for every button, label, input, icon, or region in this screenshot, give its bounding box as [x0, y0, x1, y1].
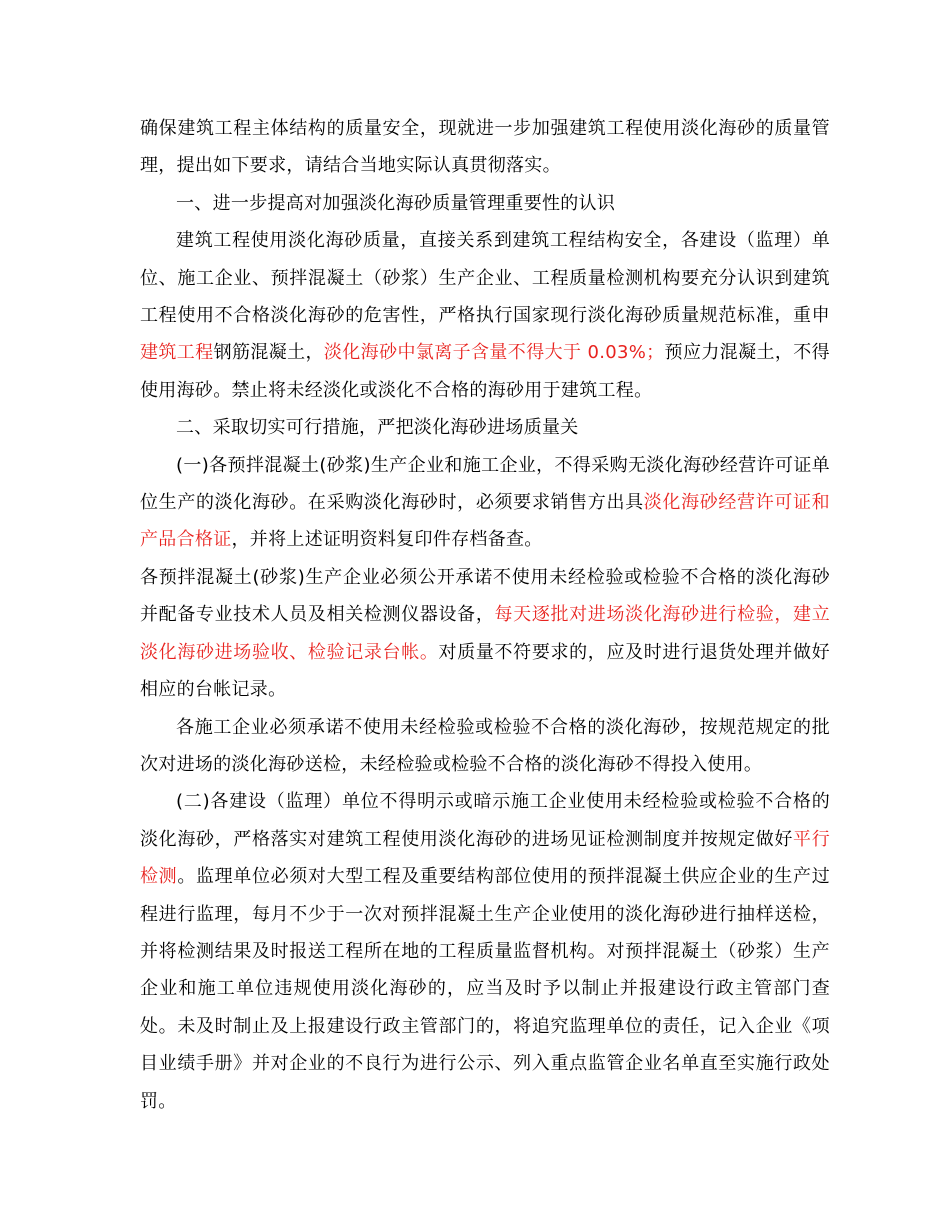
highlighted-text: 平行检测 [140, 828, 830, 888]
body-text: 预应力混凝土，不得使用海砂。禁止将未经淡化或淡化不合格的海砂用于建筑工程。 [140, 342, 830, 401]
body-text: 一、进一步提高对加强淡化海砂质量管理重要性的认识 [176, 192, 616, 214]
body-text: 二、采取切实可行措施，严把淡化海砂进场质量关 [176, 417, 579, 439]
body-text: 钢筋混凝土， [213, 342, 324, 364]
paragraph [140, 447, 830, 559]
body-text: 建筑工程使用淡化海砂质量，直接关系到建筑工程结构安全，各建设（监理）单位、施工企业、预拌混凝土（砂浆）生产企业、工程质量检测机构要充分认识到建筑工程使用不合格淡化海砂的危害性，严格执行国家现行淡化海砂质量规范标准，重申 [140, 230, 830, 327]
body-text: 各施工企业必须承诺不使用未经检验或检验不合格的淡化海砂，按规范规定的批次对进场的淡化海砂送检，未经检验或检验不合格的淡化海砂不得投入使用。 [140, 716, 830, 775]
body-text: (一)各预拌混凝土(砂浆)生产企业和施工企业，不得采购无淡化海砂经营许可证单位生产的淡化海砂。在采购淡化海砂时，必须要求销售方出具 [140, 454, 830, 514]
highlighted-text: 淡化海砂中氯离子含量不得大于 0.03%； [323, 342, 665, 364]
body-text: 各预拌混凝土(砂浆)生产企业必须公开承诺不使用未经检验或检验不合格的淡化海砂并配备专业技术人员及相关检测仪器设备， [140, 566, 830, 626]
body-text: 。监理单位必须对大型工程及重要结构部位使用的预拌混凝土供应企业的生产过程进行监理，每月不少于一次对预拌混凝土生产企业使用的淡化海砂进行抽样送检，并将检测结果及时报送工程所在地的工程质量监督机构。对预拌混凝土（砂浆）生产企业和施工单位违规使用淡化海砂的，应当及时予以制止并报建设行政主管部门查处。未及时制止及上报建设行政主管部门的，将追究监理单位的责任，记入企业《项目业绩手册》并对企业的不良行为进行公示、列入重点监管企业名单直至实施行政处罚。 [140, 866, 830, 1112]
paragraph [140, 222, 830, 409]
body-text: 确保建筑工程主体结构的质量安全，现就进一步加强建筑工程使用淡化海砂的质量管理，提出如下要求，请结合当地实际认真贯彻落实。 [140, 118, 830, 177]
highlighted-text: 淡化海砂经营许可证和产品合格证 [140, 492, 830, 551]
paragraph [140, 409, 830, 446]
paragraph [140, 185, 830, 222]
body-text: (二)各建设（监理）单位不得明示或暗示施工企业使用未经检验或检验不合格的淡化海砂，严格落实对建筑工程使用淡化海砂的进场见证检测制度并按规定做好 [140, 791, 830, 850]
paragraph [140, 783, 830, 1120]
highlighted-text: 建筑工程 [140, 342, 214, 364]
paragraph [140, 709, 830, 784]
document-body [140, 110, 830, 1120]
body-text: ，并将上述证明资料复印件存档备查。 [231, 529, 543, 551]
paragraph [140, 559, 830, 709]
highlighted-text: 每天逐批对进场淡化海砂进行检验，建立淡化海砂进场验收、检验记录台帐。 [140, 604, 831, 663]
paragraph [140, 110, 830, 185]
body-text: 对质量不符要求的，应及时进行退货处理并做好相应的台帐记录。 [140, 641, 830, 701]
